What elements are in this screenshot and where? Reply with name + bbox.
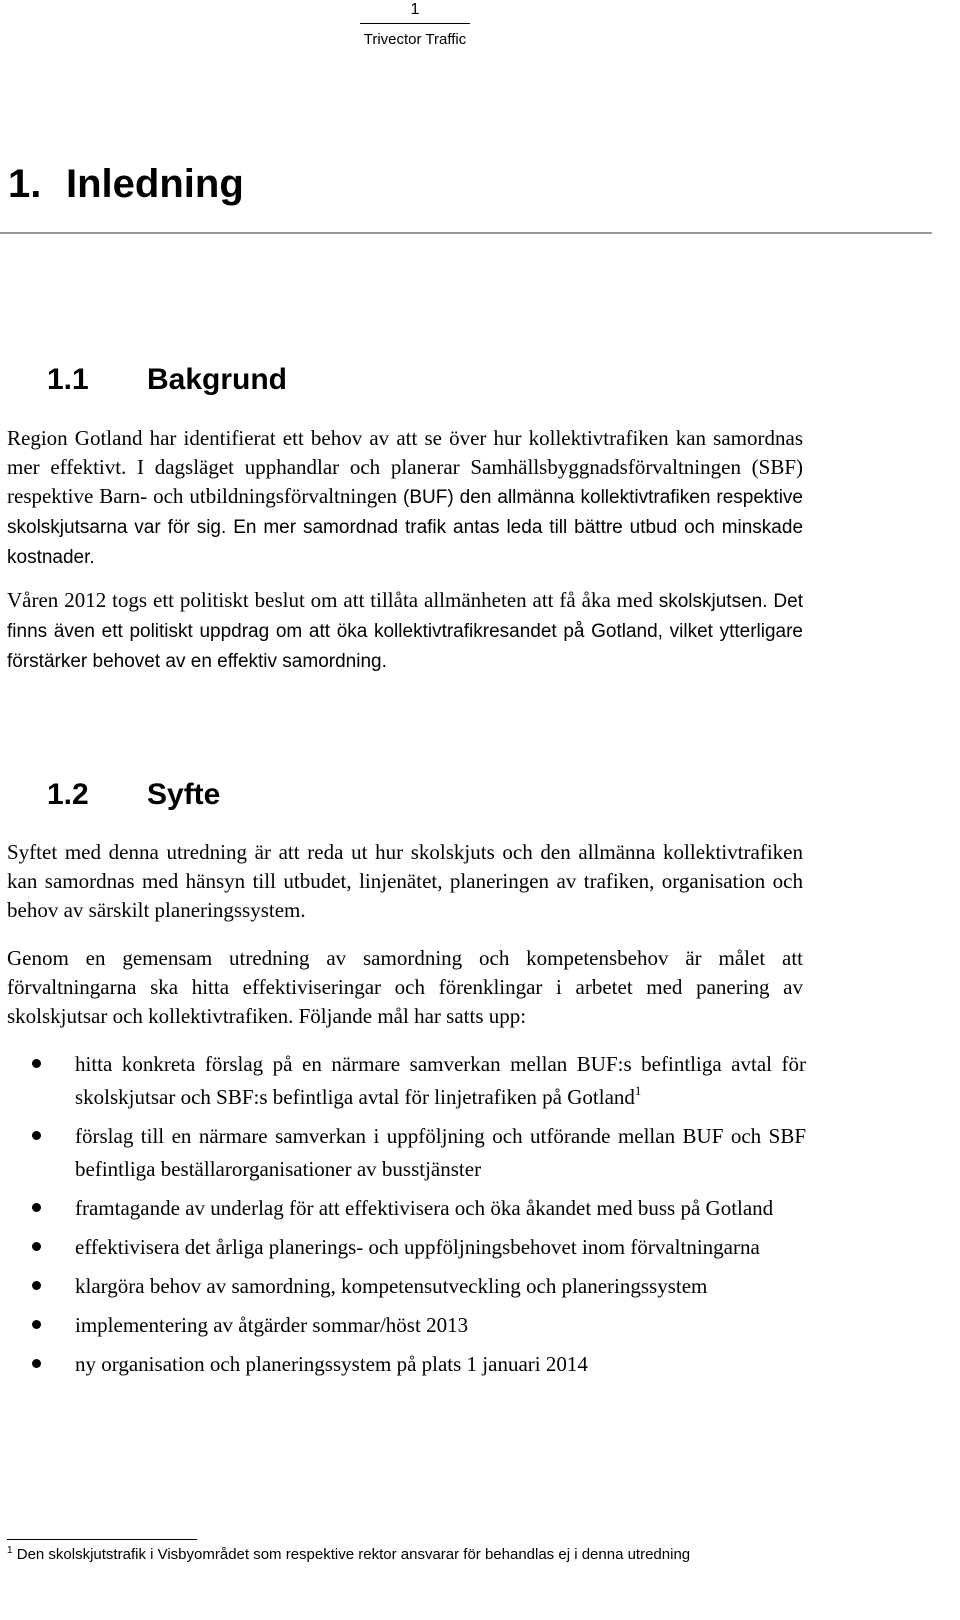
section-heading-bakgrund [47,360,287,400]
bullet-icon [32,1242,41,1251]
section-title: Bakgrund [147,363,288,396]
list-item [0,1231,806,1264]
paragraph-syfte-1: Syftet med denna utredning är att reda ut hur skolskjuts och den allmänna kollektivtrafiken kan samordnas med hänsyn till utbudet, linjenätet, planeringen av trafiken, organisation och behov av särskilt planeringssystem. [7,840,803,922]
bullet-icon [32,1359,41,1368]
list-item [0,1270,806,1303]
list-item [0,1120,806,1186]
list-item-text: implementering av åtgärder sommar/höst 2013 [75,1313,469,1337]
paragraph-syfte-2: Genom en gemensam utredning av samordning och kompetensbehov är målet att förvaltningarna ska hitta effektiviseringar och förenklingar i arbetet med panering av skolskjutsar och kollektivtrafiken. Följande mål har satts upp: [7,946,803,1028]
list-item-text: effektivisera det årliga planerings- och uppföljningsbehovet inom förvaltningarna [75,1235,760,1259]
footnote-text: Den skolskjutstrafik i Visbyområdet som respektive rektor ansvarar för behandlas ej i denna utredning [16,1546,691,1563]
paragraph-text-sans: (BUF) den allmänna kollektivtrafiken respektive skolskjutsarna var för sig. [7,487,803,538]
list-item [0,1192,806,1225]
list-item-text: klargöra behov av samordning, kompetensutveckling och planeringssystem [75,1274,708,1298]
list-item [0,1309,806,1342]
list-item-text: framtagande av underlag för att effektivisera och öka åkandet med buss på Gotland [75,1196,774,1220]
footnote-reference: 1 [634,1083,642,1098]
goal-list [0,1048,806,1387]
footnote-divider [7,1539,197,1540]
section-title: Syfte [147,778,221,811]
page-header [340,0,490,50]
list-item-text: förslag till en närmare samverkan i uppföljning och utförande mellan BUF och SBF befintliga beställarorganisationer av busstjänster [75,1124,806,1181]
bullet-icon [32,1203,41,1212]
chapter-title: Inledning [66,162,244,206]
paragraph-text: Region Gotland har identifierat ett behov av att se över hur kollektivtrafiken kan samordnas mer effektivt. I dagsläget upphandlar och planerar Samhällsbyggnadsförvaltningen (SBF) respektive Barn- och utbildningsförvaltningen [7,426,803,508]
section-number: 1.2 [47,778,89,811]
footnote-marker: 1 [7,1545,13,1556]
footnote [7,1544,690,1566]
header-rule [360,23,470,24]
paragraph-bakgrund-2 [7,586,803,676]
list-item-text: hitta konkreta förslag på en närmare samverkan mellan BUF:s befintliga avtal för skolskjutsar och SBF:s befintliga avtal för linjetrafiken på Gotland [75,1052,806,1109]
bullet-icon [32,1131,41,1140]
section-heading-syfte [47,775,220,815]
list-item-text: ny organisation och planeringssystem på plats 1 januari 2014 [75,1352,588,1376]
list-item [0,1048,806,1114]
section-number: 1.1 [47,363,89,396]
bullet-icon [32,1281,41,1290]
header-company-name: Trivector Traffic [363,31,467,48]
page-number: 1 [410,1,420,18]
paragraph-text-sans: skolskjutsen. Det finns även ett politiskt uppdrag om att öka kollektivtrafikresandet på Gotland, vilket ytterligare förstärker behovet av en effektiv samordning. [7,591,803,672]
paragraph-text: Våren 2012 togs ett politiskt beslut om att tillåta allmänheten att få åka med [7,588,653,612]
bullet-icon [32,1059,41,1068]
chapter-heading [8,158,244,210]
paragraph-text-sans: En mer samordnad trafik antas leda till bättre utbud och minskade kostnader. [7,517,804,568]
paragraph-bakgrund-1 [7,424,803,572]
chapter-number: 1. [8,162,42,206]
chapter-divider [0,232,932,234]
list-item [0,1348,806,1381]
bullet-icon [32,1320,41,1329]
